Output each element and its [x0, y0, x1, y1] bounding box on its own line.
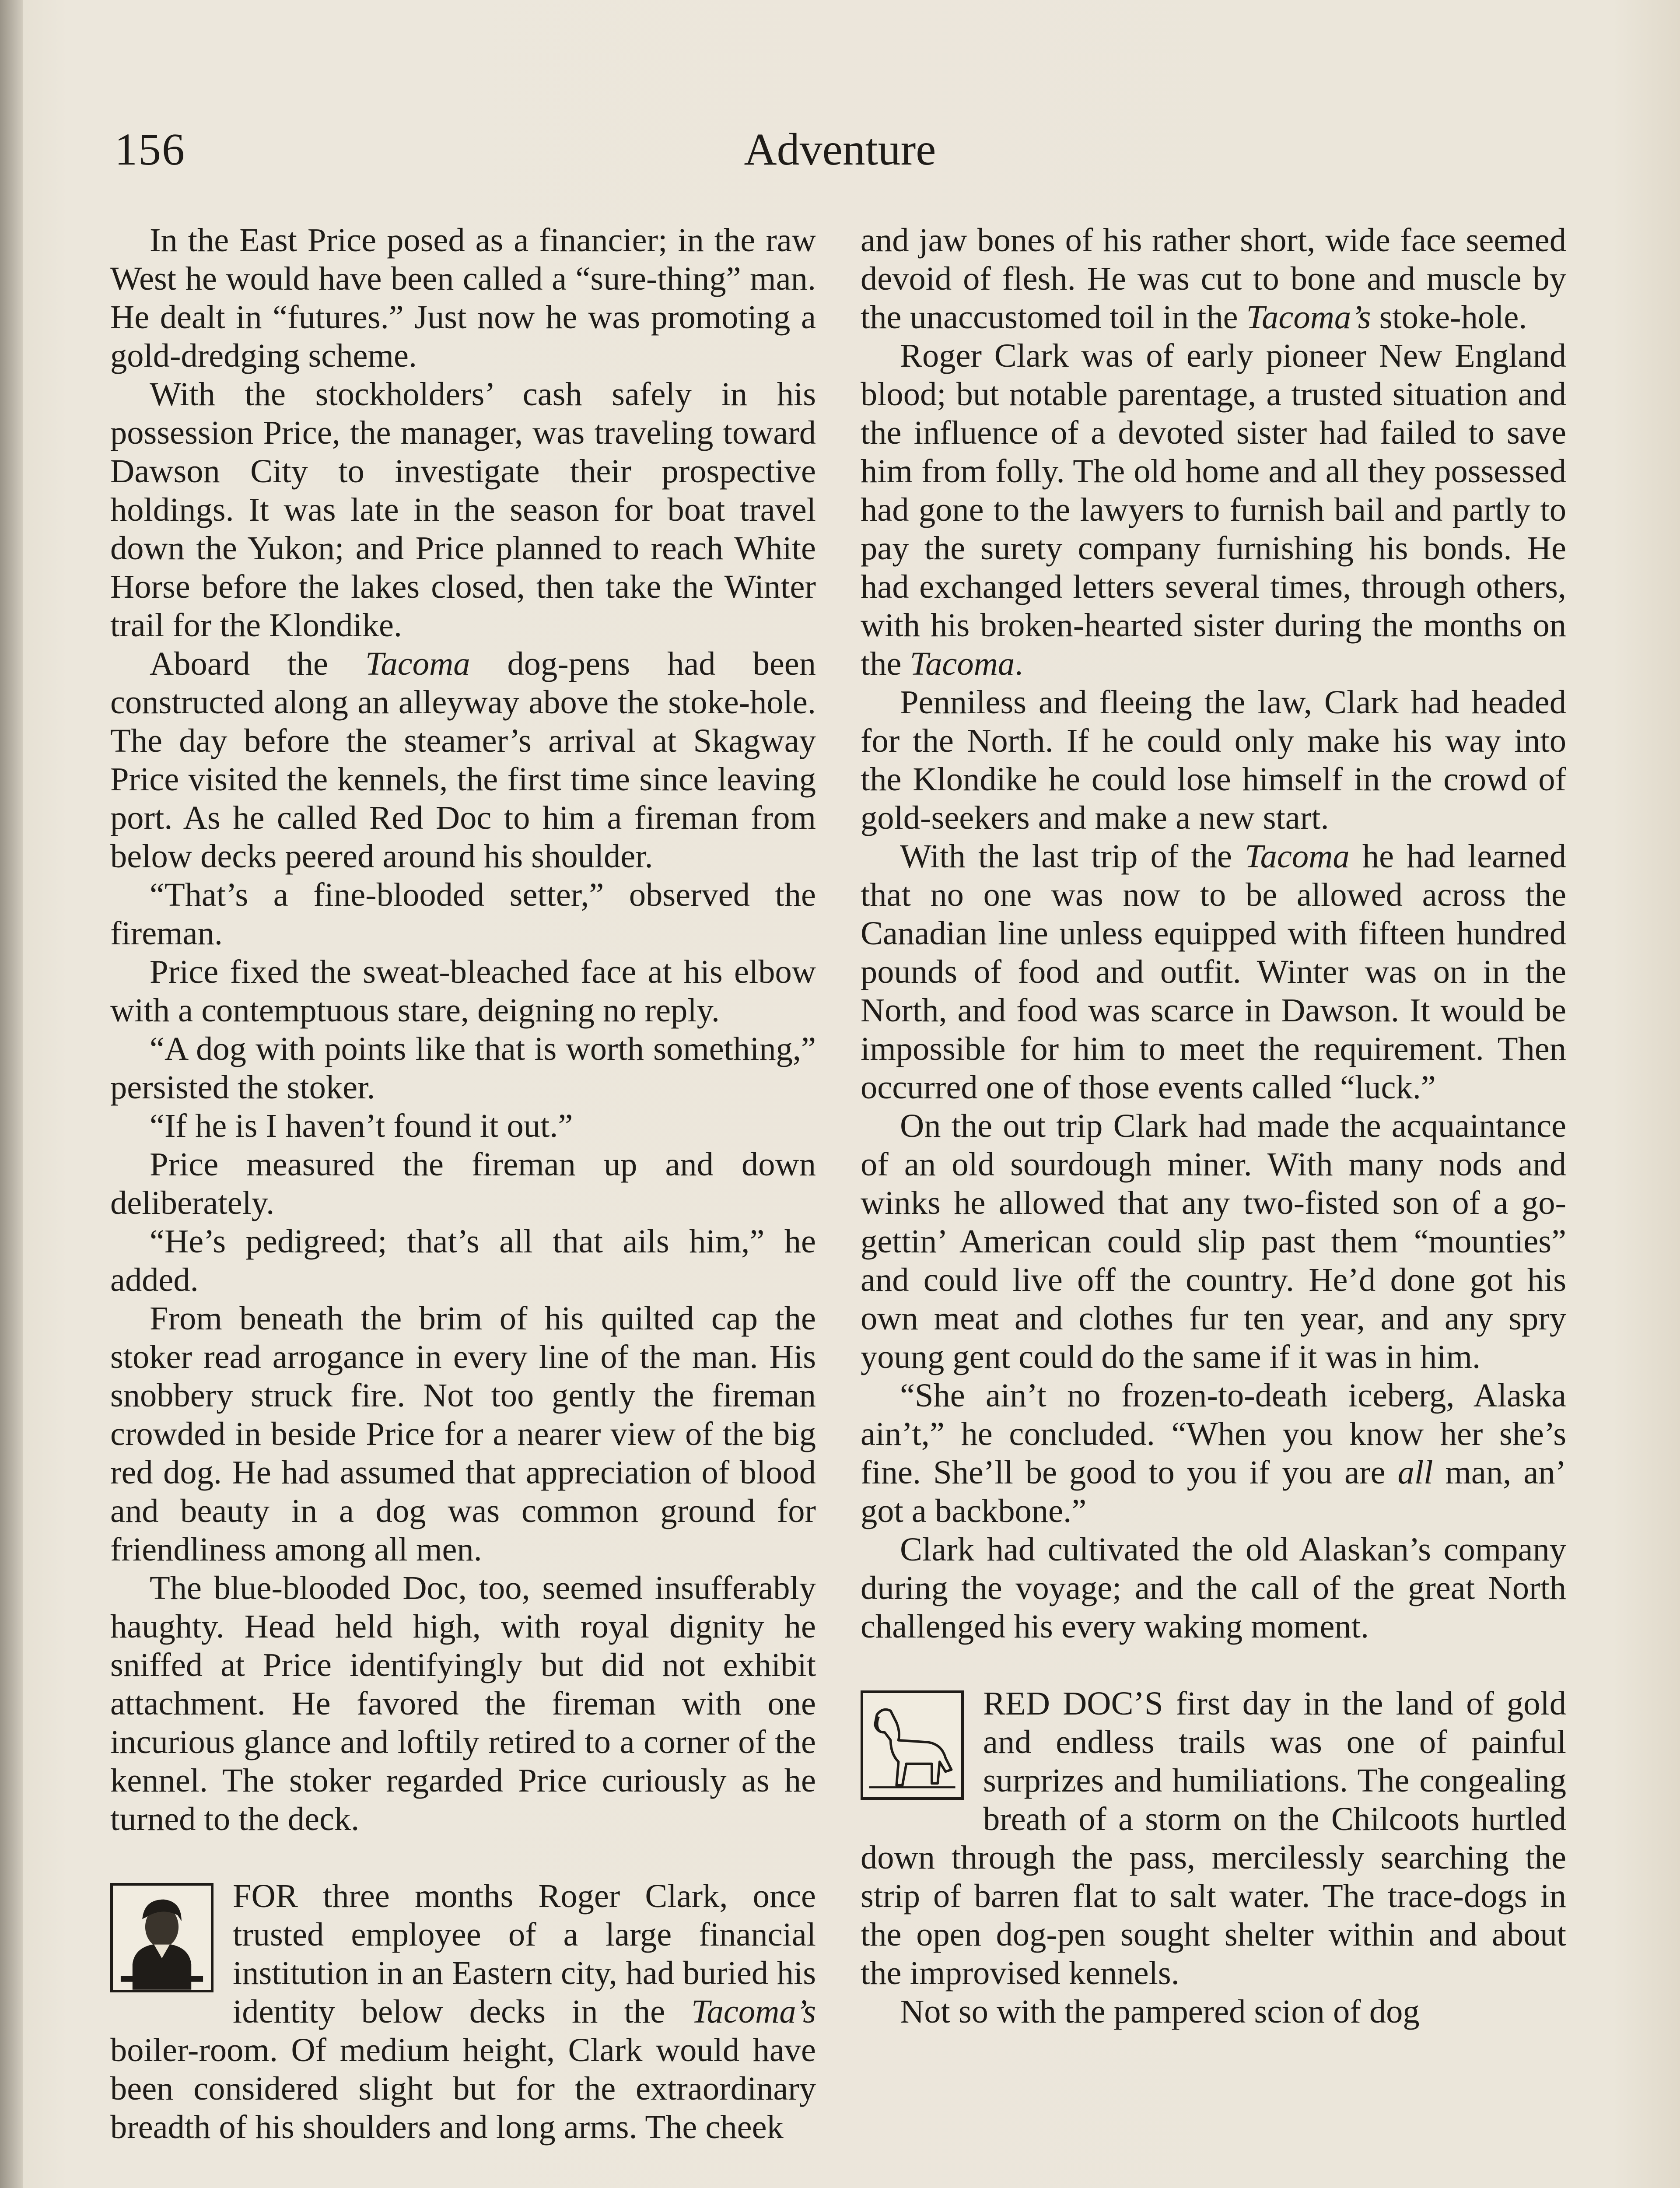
ship-name: Tacoma’s: [1246, 298, 1371, 336]
text: stoke-hole.: [1371, 298, 1527, 336]
ship-name: Tacoma’s: [691, 1993, 816, 2030]
text: Roger Clark was of early pioneer New England blood; but notable parentage, a trusted situation and the influence of a devoted sister had failed to save him from folly. The old home and all they possessed had gone to the lawyers to furnish bail and partly to pay the surety company furnishing his bonds. He had exchanged letters several times, through others, with his broken-hearted sister during the months on the: [861, 337, 1566, 682]
paragraph-iceberg: [861, 1376, 1566, 1530]
text: .: [1015, 645, 1023, 682]
paragraph-three-months: [110, 1877, 816, 2146]
paragraph-worth-something: “A dog with points like that is worth something,” persisted the stoker.: [110, 1030, 816, 1106]
section-roger-clark: [110, 1877, 816, 2146]
right-column: [861, 221, 1566, 2188]
paragraph-first-day: [861, 1684, 1566, 1992]
section-break: [861, 1646, 1566, 1684]
paragraph-pedigreed: “He’s pedigreed; that’s all that ails him,” he added.: [110, 1223, 816, 1298]
text: man, an’ got a backbone.”: [861, 1454, 1566, 1529]
section-lead-word: FOR: [233, 1877, 298, 1914]
text: and jaw bones of his rather short, wide face seemed devoid of flesh. He was cut to bone and muscle by the unaccustomed toil in the: [861, 221, 1566, 336]
page-spine-shadow: [0, 0, 23, 2188]
paragraph-dog-pens: [110, 645, 816, 876]
text: “She ain’t no frozen-to-death iceberg, Alaska ain’t,” he concluded. “When you know her she’s fine. She’ll be good to you if you are: [861, 1377, 1566, 1491]
paragraph-pampered-scion: Not so with the pampered scion of dog: [900, 1993, 1420, 2030]
text: With the last trip of the: [900, 838, 1245, 875]
ship-name: Tacoma: [365, 645, 470, 682]
paragraph-last-trip: [861, 837, 1566, 1107]
paragraph-penniless: Penniless and fleeing the law, Clark had headed for the North. If he could only make his way into the Klondike he could lose himself in the crowd of gold-seekers and make a new start.: [861, 684, 1566, 836]
paragraph-fine-blooded: “That’s a fine-blooded setter,” observed the fireman.: [110, 876, 816, 952]
text: Aboard the: [150, 645, 366, 682]
text: dog-pens had been constructed along an alleyway above the stoke-hole. The day before the steamer’s arrival at Skagway Price visited the kennels, the first time since leaving port. As he called Red Doc to him a fireman from below decks peered around his shoulder.: [110, 645, 816, 875]
paragraph-stockholders: With the stockholders’ cash safely in his possession Price, the manager, was traveling toward Dawson City to investigate their prospective holdings. It was late in the season for boat travel down the Yukon; and Price planned to reach White Horse before the lakes closed, then take the Winter trail for the Klondike.: [110, 375, 816, 644]
section-lead-word: RED DOC’S: [983, 1685, 1163, 1722]
paragraph-continuation: [861, 221, 1566, 337]
paragraph-measured: Price measured the fireman up and down deliberately.: [110, 1146, 816, 1221]
text: he had learned that no one was now to be allowed across the Canadian line unless equipped with fifteen hundred pounds of food and outfit. Winter was on in the North, and food was scarce in Dawson. It would be impossible for him to meet the requirement. Then occurred one of those events called “luck.”: [861, 838, 1566, 1106]
paragraph-found-it-out: “If he is I haven’t found it out.”: [150, 1107, 573, 1144]
section-red-doc: [861, 1684, 1566, 1992]
emphasis: all: [1397, 1454, 1433, 1491]
text: boiler-room. Of medium height, Clark would have been considered slight but for the extraordinary breadth of his shoulders and long arms. The cheek: [110, 2031, 816, 2146]
paragraph-blue-blooded: The blue-blooded Doc, too, seemed insufferably haughty. Head held high, with royal dignity he sniffed at Price identifyingly but did not exhibit attachment. He favored the fireman with one incurious glance and loftily retired to a corner of the kennel. The stoker regarded Price curiously as he turned to the deck.: [110, 1569, 816, 1837]
paragraph-east-price: In the East Price posed as a financier; in the raw West he would have been called a “sure-thing” man. He dealt in “futures.” Just now he was promoting a gold-dredging scheme.: [110, 221, 816, 374]
paragraph-pioneer-blood: [861, 337, 1566, 683]
paragraph-out-trip: On the out trip Clark had made the acquaintance of an old sourdough miner. With many nods and winks he allowed that any two-fisted son of a go-gettin’ American could slip past them “mounties” and could live off the country. He’d done got his own meat and clothes fur ten year, and any spry young gent could do the same if it was in him.: [861, 1107, 1566, 1375]
portrait-icon: [110, 1883, 214, 1992]
paragraph-contemptuous: Price fixed the sweat-bleached face at his elbow with a contemptuous stare, deigning no reply.: [110, 953, 816, 1029]
paragraph-quilted-cap: From beneath the brim of his quilted cap the stoker read arrogance in every line of the man. His snobbery struck fire. Not too gently the fireman crowded in beside Price for a nearer view of the big red dog. He had assumed that appreciation of blood and beauty in a dog was common ground for friendliness among all men.: [110, 1300, 816, 1568]
text: three months Roger Clark, once trusted employee of a large financial institution in an Eastern city, had buried his identity below decks in the: [233, 1877, 816, 2030]
left-column: [110, 221, 816, 2188]
paragraph-cultivated: Clark had cultivated the old Alaskan’s company during the voyage; and the call of the great North challenged his every waking moment.: [861, 1531, 1566, 1645]
ship-name: Tacoma: [910, 645, 1015, 682]
running-head: Adventure: [744, 124, 936, 175]
section-break: [110, 1838, 816, 1877]
setter-dog-icon: [861, 1690, 964, 1800]
ship-name: Tacoma: [1245, 838, 1350, 875]
page-number: 156: [115, 124, 186, 175]
text: first day in the land of gold and endless trails was one of painful surprizes and humiliations. The congealing breath of a storm on the Chilcoots hurtled down through the pass, mercilessly searching the strip of barren flat to salt water. The trace-dogs in the open dog-pen sought shelter within and about the improvised kennels.: [861, 1685, 1566, 1992]
